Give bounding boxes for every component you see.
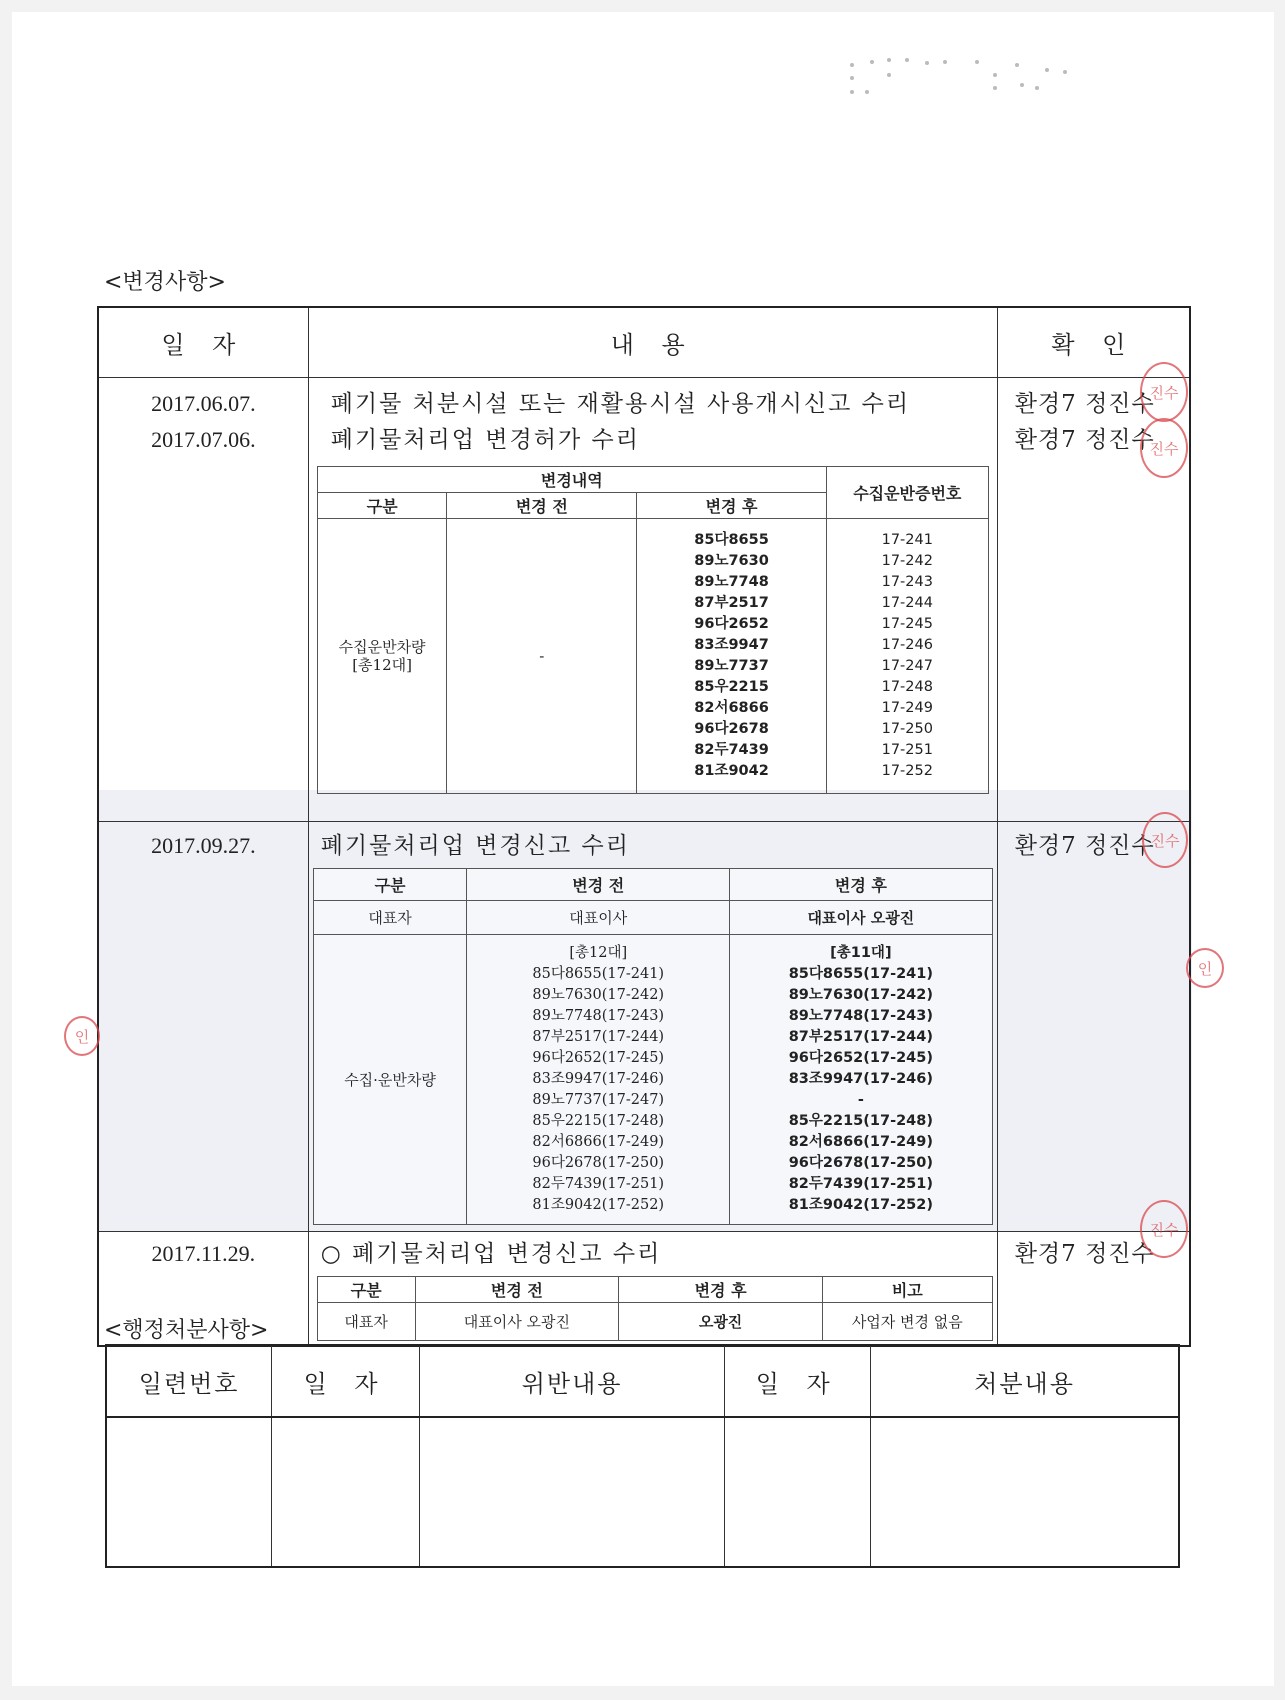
entry2-rep-after: 대표이사 오광진 <box>730 900 993 934</box>
entry1-confirm-2: 환경7 정진수 <box>1014 426 1155 453</box>
list-item: 83조9947(17-246) <box>788 1070 933 1087</box>
entry1-date-1: 2017.06.07. <box>151 390 256 416</box>
list-item: 17-252 <box>881 762 933 779</box>
list-item: 85우2215(17-248) <box>532 1112 665 1129</box>
entry3-line: ○ 폐기물처리업 변경신고 수리 <box>320 1240 662 1267</box>
admin-header-serial: 일련번호 <box>106 1345 272 1417</box>
list-item: 17-247 <box>881 657 933 674</box>
admin-header-disposition: 처분내용 <box>871 1345 1179 1417</box>
list-item: 89노7748(17-243) <box>788 1007 933 1024</box>
entry1-vehicle-table <box>317 466 989 794</box>
list-item: 82서6866 <box>694 699 769 716</box>
entry3-change-table <box>317 1276 993 1341</box>
admin-header-violation: 위반내용 <box>419 1345 724 1417</box>
seal-stamp: 진수 <box>1140 362 1188 422</box>
seal-stamp: 진수 <box>1140 418 1188 478</box>
entry2-before-header: 변경 전 <box>467 868 730 900</box>
entry2-before-total: [총12대] <box>569 944 628 961</box>
list-item: 17-249 <box>881 699 933 716</box>
list-item: 17-241 <box>881 531 933 548</box>
list-item: 83조9947(17-246) <box>532 1070 665 1087</box>
list-item: 96다2652 <box>694 615 769 632</box>
entry2-category-header: 구분 <box>313 868 467 900</box>
entry3-after-header: 변경 후 <box>619 1276 823 1302</box>
entry2-change-table <box>313 868 993 1225</box>
list-item: 82서6866(17-249) <box>532 1133 665 1150</box>
entry1-category: 수집운반차량 <box>338 637 426 656</box>
list-item: 87부2517(17-244) <box>788 1028 933 1045</box>
list-item: 17-246 <box>881 636 933 653</box>
entry1-category-header: 구분 <box>317 492 447 518</box>
list-item: 85우2215(17-248) <box>788 1112 933 1129</box>
seal-stamp: 인 <box>64 1016 100 1056</box>
entry3-note-header: 비고 <box>822 1276 992 1302</box>
list-item: 89노7737 <box>694 657 769 674</box>
header-confirm: 확 인 <box>997 307 1190 377</box>
entry3-content <box>308 1231 997 1346</box>
list-item: 17-242 <box>881 552 933 569</box>
list-item: 87부2517 <box>694 594 769 611</box>
entry2-line: 폐기물처리업 변경신고 수리 <box>320 832 630 859</box>
list-item: 17-244 <box>881 594 933 611</box>
list-item: 82두7439 <box>694 741 769 758</box>
list-item: 85우2215 <box>694 678 769 695</box>
admin-section-title: <행정처분사항> <box>104 1318 269 1343</box>
admin-cell <box>272 1417 420 1567</box>
header-content: 내 용 <box>308 307 997 377</box>
entry2-before-list <box>467 934 730 1224</box>
list-item: 96다2678(17-250) <box>532 1154 665 1171</box>
list-item: 81조9042(17-252) <box>788 1196 933 1213</box>
entry1-content <box>308 377 997 821</box>
list-item: 17-248 <box>881 678 933 695</box>
list-item: 89노7737(17-247) <box>532 1091 665 1108</box>
list-item: 89노7630(17-242) <box>532 986 665 1003</box>
entry3-category-header: 구분 <box>317 1276 415 1302</box>
admin-cell <box>871 1417 1179 1567</box>
entry3-note: 사업자 변경 없음 <box>822 1302 992 1340</box>
seal-stamp: 인 <box>1186 948 1224 988</box>
entry2-after-header: 변경 후 <box>730 868 993 900</box>
entry2-confirm: 환경7 정진수 <box>1014 832 1155 859</box>
list-item: 89노7748 <box>694 573 769 590</box>
list-item: 81조9042(17-252) <box>532 1196 665 1213</box>
changes-table <box>97 306 1191 1347</box>
entry1-line-2: 폐기물처리업 변경허가 수리 <box>330 426 640 453</box>
entry2-rep-label: 대표자 <box>313 900 467 934</box>
entry1-before-header: 변경 전 <box>447 492 637 518</box>
entry3-before-header: 변경 전 <box>415 1276 619 1302</box>
entry1-after-header: 변경 후 <box>637 492 827 518</box>
entry2-date-cell <box>98 821 308 1231</box>
entry3-rep-before: 대표이사 오광진 <box>415 1302 619 1340</box>
list-item: 17-245 <box>881 615 933 632</box>
header-date: 일 자 <box>98 307 308 377</box>
list-item: 96다2652(17-245) <box>788 1049 933 1066</box>
entry2-date: 2017.09.27. <box>151 832 256 858</box>
list-item: 85다8655 <box>694 531 769 548</box>
list-item: 81조9042 <box>694 762 769 779</box>
list-item: 17-250 <box>881 720 933 737</box>
list-item: 89노7748(17-243) <box>532 1007 665 1024</box>
entry3-confirm: 환경7 정진수 <box>1014 1240 1155 1267</box>
entry1-line-1: 폐기물 처분시설 또는 재활용시설 사용개시신고 수리 <box>330 390 911 417</box>
changes-section-title: <변경사항> <box>104 270 226 295</box>
list-item: 82서6866(17-249) <box>788 1133 933 1150</box>
seal-stamp: 진수 <box>1142 812 1188 868</box>
punch-holes <box>845 58 1095 118</box>
seal-stamp: 진수 <box>1140 1200 1188 1258</box>
entry1-dates <box>98 377 308 821</box>
entry3-date: 2017.11.29. <box>151 1240 256 1266</box>
entry1-vehicle-list <box>637 518 827 793</box>
entry2-rep-before: 대표이사 <box>467 900 730 934</box>
list-item: 96다2652(17-245) <box>532 1049 665 1066</box>
list-item: 89노7630 <box>694 552 769 569</box>
entry2-content <box>308 821 997 1231</box>
admin-cell <box>419 1417 724 1567</box>
list-item: 17-251 <box>881 741 933 758</box>
list-item: 83조9947 <box>694 636 769 653</box>
list-item: 96다2678 <box>694 720 769 737</box>
list-item: 87부2517(17-244) <box>532 1028 665 1045</box>
admin-header-date: 일 자 <box>272 1345 420 1417</box>
list-item: 89노7630(17-242) <box>788 986 933 1003</box>
entry1-permit-list <box>826 518 988 793</box>
admin-table <box>105 1344 1180 1568</box>
entry3-rep-after: 오광진 <box>619 1302 823 1340</box>
entry1-category-sub: [총12대] <box>352 655 412 674</box>
list-item: 82두7439(17-251) <box>532 1175 665 1192</box>
list-item: 17-243 <box>881 573 933 590</box>
entry1-permit-header: 수집운반증번호 <box>826 466 988 518</box>
entry2-after-total: [총11대] <box>830 944 892 961</box>
entry2-confirm-cell <box>997 821 1190 1231</box>
entry1-confirm-1: 환경7 정진수 <box>1014 390 1155 417</box>
entry1-date-2: 2017.07.06. <box>151 426 256 452</box>
admin-header-date-2: 일 자 <box>725 1345 871 1417</box>
entry1-category-cell <box>317 518 447 793</box>
admin-cell <box>725 1417 871 1567</box>
entry1-group-header: 변경내역 <box>317 466 826 492</box>
entry2-after-list <box>730 934 993 1224</box>
list-item: 82두7439(17-251) <box>788 1175 933 1192</box>
entry3-rep-label: 대표자 <box>317 1302 415 1340</box>
list-item: 85다8655(17-241) <box>788 965 933 982</box>
list-item: 85다8655(17-241) <box>532 965 665 982</box>
list-item: 96다2678(17-250) <box>788 1154 933 1171</box>
entry1-before-cell: - <box>447 518 637 793</box>
admin-cell <box>106 1417 272 1567</box>
list-item: - <box>857 1091 864 1108</box>
entry2-vehicle-label: 수집·운반차량 <box>313 934 467 1224</box>
